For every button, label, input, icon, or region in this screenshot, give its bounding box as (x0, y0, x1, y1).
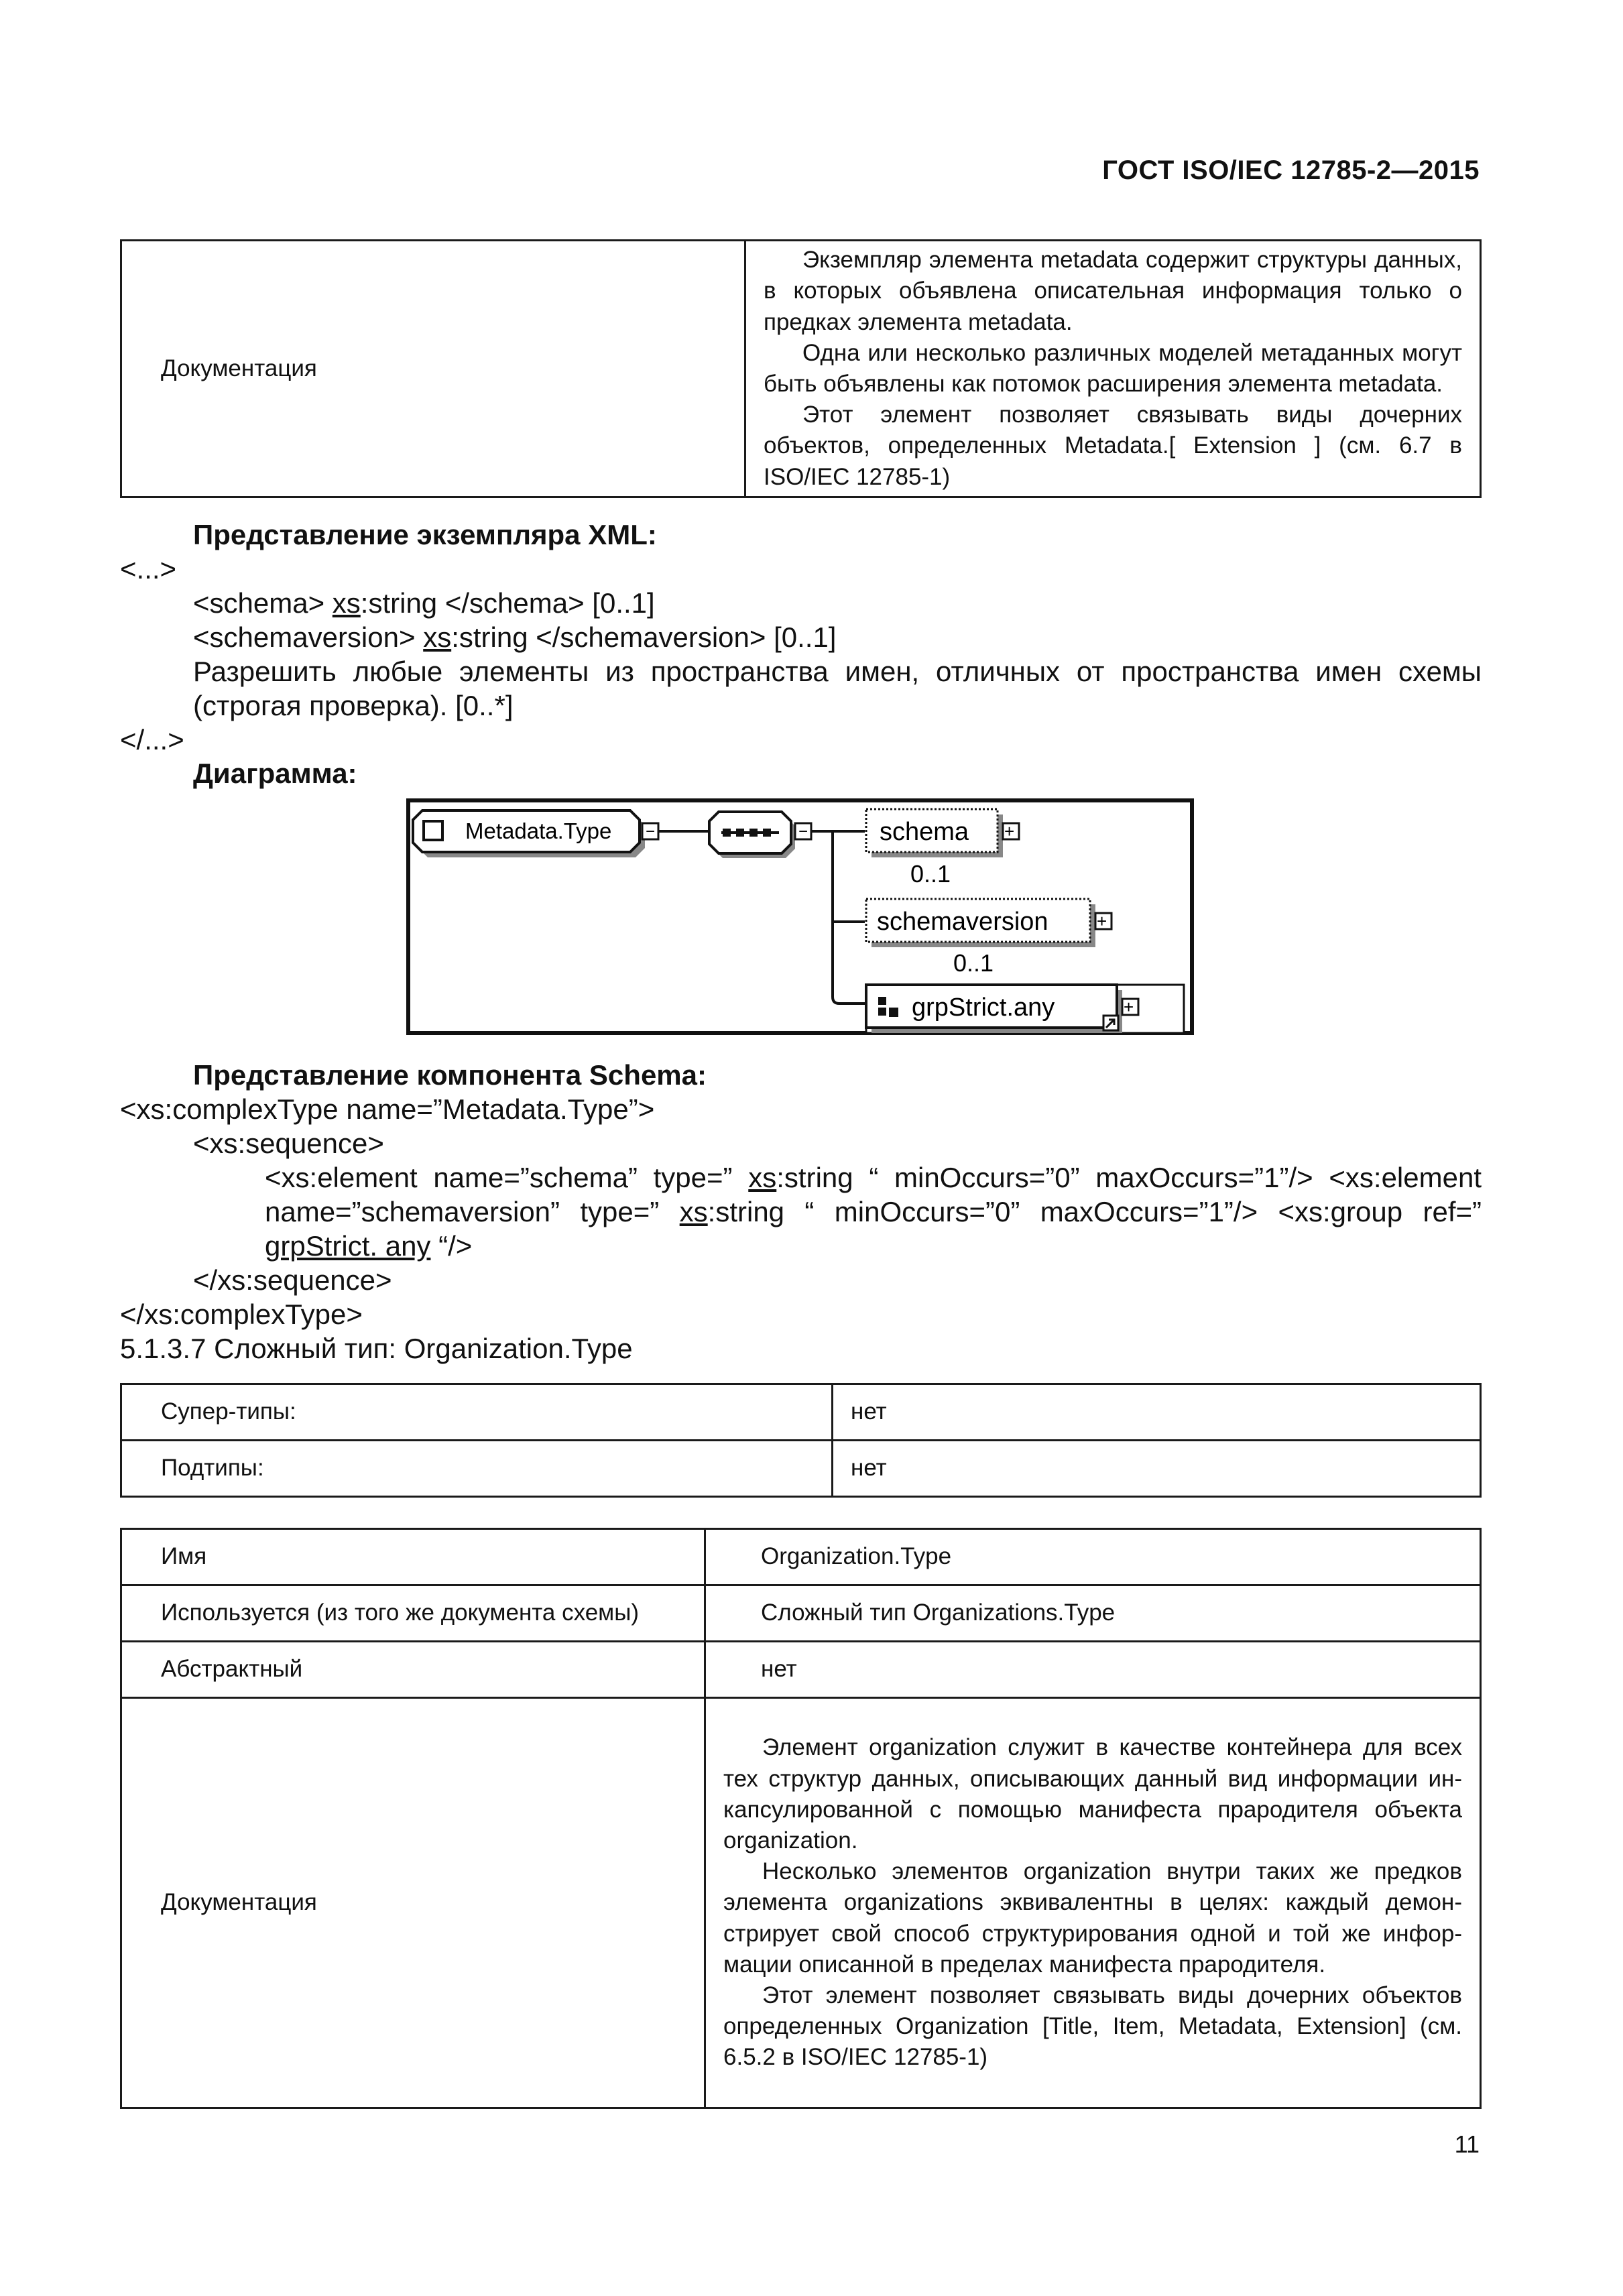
root-collapse-sign: − (646, 823, 656, 841)
schema-expand-sign: + (1004, 821, 1015, 841)
types-value-cell (833, 1441, 1481, 1497)
schema-component-heading: Представление компонента Schema: (193, 1059, 707, 1091)
group-icon-sq-2 (878, 1008, 886, 1016)
types-label-cell (121, 1441, 833, 1497)
xml-line-schema-ns: xs (332, 587, 361, 619)
group-icon-sq-1 (878, 997, 886, 1005)
name-label: Имя (161, 1543, 207, 1570)
schema-elements-d: “/> (430, 1230, 473, 1262)
table-row (121, 1585, 1481, 1642)
schemaversion-node-label: schemaversion (877, 908, 1048, 936)
sequence-collapse-sign: − (798, 823, 808, 841)
xml-line-schemaversion (193, 620, 836, 654)
org-value-cell (705, 1529, 1481, 1585)
abstract-value: нет (761, 1656, 797, 1683)
doc-paragraph-1: Экземпляр элемента metadata содержит структуры данных, в которых объявлена описательная информация только о предках элемента metadata. (764, 247, 1462, 335)
table-row (121, 1529, 1481, 1585)
org-doc-text-cell (705, 1698, 1481, 2108)
org-doc-label-cell (121, 1698, 705, 2108)
root-node-icon (424, 821, 442, 840)
table-row (121, 1441, 1481, 1497)
metadata-doc-table (120, 239, 1482, 498)
table-row (121, 1698, 1481, 2108)
abstract-label: Абстрактный (161, 1656, 303, 1683)
doc-label-cell (121, 241, 745, 497)
root-node-label: Metadata.Type (465, 819, 612, 843)
doc-paragraph-2: Одна или несколько различных моделей метаданных могут быть объявлены как потомок расширения элемента metadata. (764, 339, 1462, 397)
page-number: 11 (1454, 2130, 1480, 2158)
used-by-label: Используется (из того же документа схемы) (161, 1599, 640, 1626)
doc-label: Документация (161, 355, 317, 381)
xml-line-schema-a: <schema> (193, 587, 333, 619)
schema-line-sequence-close: </xs:sequence> (193, 1264, 392, 1296)
xml-instance-heading: Представление экземпляра XML: (193, 519, 657, 550)
org-label-cell (121, 1585, 705, 1642)
subtypes-label: Подтипы: (161, 1455, 264, 1482)
schema-node-label: schema (880, 818, 969, 846)
schemaversion-expand-sign: + (1097, 911, 1107, 931)
group-node-label: grpStrict.any (912, 993, 1055, 1022)
schema-diagram (402, 794, 1200, 1039)
subtypes-value: нет (851, 1455, 887, 1482)
schema-line-sequence: <xs:sequence> (193, 1128, 384, 1159)
xml-line-schema (193, 586, 655, 620)
org-label-cell (121, 1642, 705, 1698)
table-row (121, 1384, 1481, 1441)
sequence-dot-4 (763, 829, 771, 837)
sequence-dot-2 (736, 829, 744, 837)
xml-line-schemaversion-a: <schemaversion> (193, 621, 424, 653)
sequence-dot-3 (749, 829, 758, 837)
org-doc-paragraph-3: Этот элемент позволяет связывать виды дочерних объектов определенных Organization [Title, Item, Metadata, Extension] (см. 6.5.2 в ISO/IEC 12785-1) (723, 1982, 1462, 2071)
xml-line-schemaversion-b: :string </schemaversion> [0..1] (451, 621, 837, 653)
org-doc-paragraph-1: Элемент organization служит в качестве контейнера для всех тех структур данных, описывающих данный вид информации ин-капсулированной с помощью манифеста прародителя объекта organization. (723, 1734, 1462, 1854)
schema-elements-group-ref: grpStrict. any (265, 1230, 431, 1262)
types-table (120, 1383, 1482, 1498)
org-label-cell (121, 1529, 705, 1585)
xml-line-schemaversion-ns: xs (423, 621, 452, 653)
xml-line-any: Разрешить любые элементы из пространства имен, отличных от пространства имен схемы (строгая проверка). [0..*] (193, 656, 1482, 721)
schema-line-elements (265, 1160, 1482, 1263)
used-by-value: Сложный тип Organizations.Type (761, 1599, 1116, 1626)
org-value-cell (705, 1642, 1481, 1698)
org-doc-label: Документация (161, 1889, 317, 1916)
name-value: Organization.Type (761, 1543, 952, 1570)
supertypes-value: нет (851, 1398, 887, 1425)
group-icon-sq-3 (889, 1008, 898, 1017)
schema-elements-ns1: xs (748, 1162, 777, 1193)
section-title: 5.1.3.7 Сложный тип: Organization.Type (120, 1333, 633, 1364)
schema-occurrence: 0..1 (910, 860, 951, 888)
doc-text-cell (745, 241, 1481, 497)
schemaversion-occurrence: 0..1 (953, 949, 994, 977)
schema-elements-b: :string “ minOccurs=”0” maxOccurs=”1”/> <xs:element name=”schemaversion” type=” (265, 1162, 1482, 1227)
xml-line-schema-b: :string </schema> [0..1] (360, 587, 655, 619)
xml-close-tag: </...> (120, 724, 184, 756)
org-value-cell (705, 1585, 1481, 1642)
document-standard-header: ГОСТ ISO/IEC 12785-2—2015 (1102, 156, 1480, 185)
schema-line-complextype-close: </xs:complexType> (120, 1298, 363, 1330)
table-row (121, 1642, 1481, 1698)
group-expand-sign: + (1124, 997, 1134, 1017)
org-doc-paragraph-2: Несколько элементов organization внутри таких же предков элемента organizations эквивалентны в целях: каждый демон-стрирует свой способ структурирования одной и той же инфор-мации описанной в пределах манифеста прародителя. (723, 1858, 1462, 1978)
sequence-dot-1 (723, 829, 731, 837)
types-value-cell (833, 1384, 1481, 1441)
schema-line-complextype: <xs:complexType name=”Metadata.Type”> (120, 1093, 655, 1125)
schema-elements-c: :string “ minOccurs=”0” maxOccurs=”1”/> <xs:group ref=” (707, 1196, 1482, 1227)
schema-elements-ns2: xs (679, 1196, 708, 1227)
diagram-heading: Диаграмма: (193, 758, 357, 789)
schema-elements-a: <xs:element name=”schema” type=” (265, 1162, 749, 1193)
organization-type-table (120, 1528, 1482, 2109)
xml-open-tag: <...> (120, 553, 177, 585)
doc-paragraph-3: Этот элемент позволяет связывать виды дочерних объектов, определенных Metadata.[ Extension ] (см. 6.7 в ISO/IEC 12785-1) (764, 402, 1462, 490)
supertypes-label: Супер-типы: (161, 1398, 296, 1425)
types-label-cell (121, 1384, 833, 1441)
